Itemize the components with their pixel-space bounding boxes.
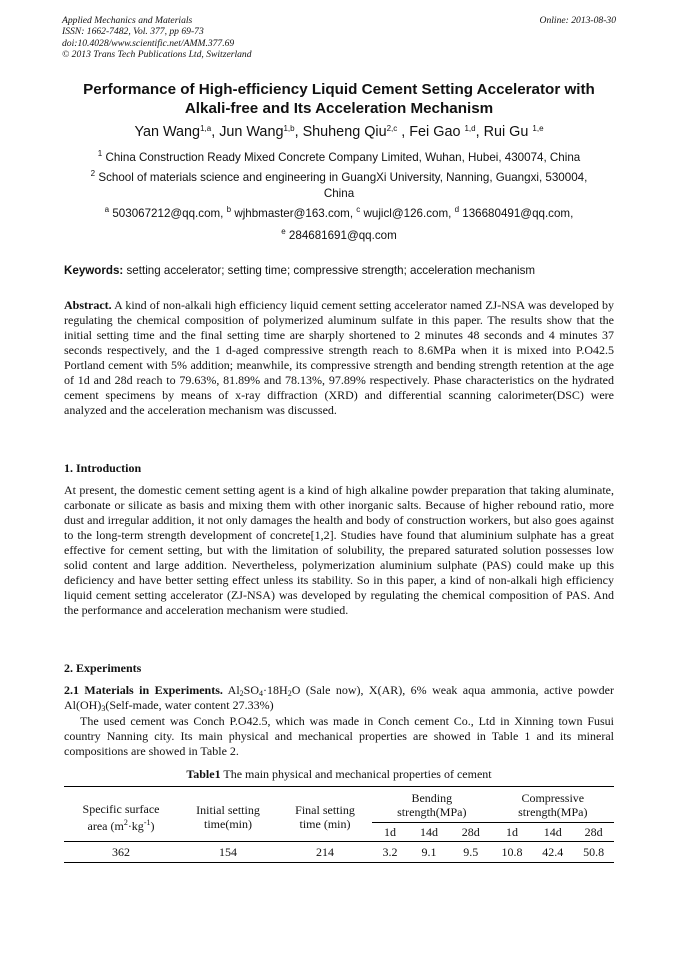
author-name: Yan Wang [134,124,201,140]
email[interactable]: 503067212@qq.com, [112,207,224,220]
header-part: area (m [87,818,124,833]
header-text: time(min) [204,817,252,831]
properties-table [64,786,614,863]
header-text: Compressive [521,791,585,805]
keywords [64,264,624,277]
email-sup: a [104,205,110,214]
abstract [64,298,614,418]
affiliation-2 [64,170,614,201]
author-name: Fei Gao [409,124,461,140]
materials-paragraph [64,683,614,713]
issn: ISSN: 1662-7482, Vol. 377, pp 69-73 [62,26,204,38]
chem-text: ·18H [263,683,288,697]
online-date: Online: 2013-08-30 [539,15,616,26]
section-heading-introduction: 1. Introduction [64,461,142,475]
title-line-2: Alkali-free and Its Acceleration Mechanism [184,100,494,117]
header-text: strength(MPa) [518,805,588,819]
affiliation-sup: 1 [97,149,103,158]
affiliation-1 [64,150,614,166]
author-list: Yan Wang$^{1,a}$, Jun Wang$^{1,b}$, Shuheng Qiu$^{2,c}$ , Fei Gao $^{1,d}$, Rui Gu $^{1,e}$ [134,124,544,140]
cement-paragraph: The used cement was Conch P.O42.5, which was made in Conch cement Co., Ltd in Xinning town Fusui country Nanning city. Its main physical and mechanical properties are showed in Table 1 and its mineral compositions are showed in Table 2. [64,714,614,758]
table-caption [64,767,614,782]
table-caption-label: Table1 [186,767,221,781]
email-sup: b [226,205,232,214]
age-header: 1d [506,825,518,839]
age-header: 1d [384,825,397,839]
paper-title [40,80,638,118]
author-name: Shuheng Qiu [302,124,387,140]
materials-text: (Self-made, water content 27.33%) [105,698,274,712]
table-cell: 10.8 [492,842,533,863]
copyright: © 2013 Trans Tech Publications Ltd, Switzerland [62,49,252,61]
table-cell: 42.4 [532,842,573,863]
chem-subscript: 3 [101,704,106,713]
chem-subscript: 2 [287,689,292,698]
header-text: Bending [411,791,453,805]
author-sup: 2,c [386,124,398,133]
col-header-bending [372,787,492,823]
header-text: time (min) [299,817,351,831]
email[interactable]: wujicl@126.com, [363,207,452,220]
table-cell: 9.5 [450,842,492,863]
chem-subscript: 2 [239,689,244,698]
author-sup: 1,e [532,124,544,133]
email[interactable]: 284681691@qq.com [288,228,397,242]
email[interactable]: wjhbmaster@163.com, [234,207,354,220]
keywords-text: setting accelerator; setting time; compressive strength; acceleration mechanism [123,264,536,277]
table-caption-text: The main physical and mechanical properties of cement [220,767,492,781]
header-part: ) [150,818,155,833]
author-sup: 1,b [283,124,295,133]
header-text: strength(MPa) [397,805,467,819]
table-cell: 9.1 [408,842,450,863]
affiliation-text: China Construction Ready Mixed Concrete Company Limited, Wuhan, Hubei, 430074, China [105,151,581,164]
header-sup: 2 [123,817,128,827]
header-text: Specific surface [82,801,160,816]
keywords-label: Keywords: [64,264,124,277]
col-header-specific-surface [64,787,178,842]
col-header-final-setting [278,787,372,842]
affiliation-text: School of materials science and engineering in GuangXi University, Nanning, Guangxi, 530004, [98,171,588,184]
journal-name: Applied Mechanics and Materials [62,15,193,26]
journal-meta [62,15,252,61]
header-text-area [66,816,176,833]
abstract-label: Abstract. [64,298,112,312]
author-name: Rui Gu [483,124,529,140]
email-sup: d [454,205,460,214]
abstract-text: A kind of non-alkali high efficiency liquid cement setting accelerator named ZJ-NSA was developed by regulating the chemical composition of polymerized aluminum sulfate in this paper. The results show that the initial setting time and the final setting time are sharply shortened to 2 minutes 48 seconds and 4 minutes 37 seconds respectively, and the 1 d-aged compressive strength reach to 8.6MPa when it is mixed into P.O42.5 Portland cement with 5% addition; meanwhile, its compressive strength and bending strength retention at the age of 1d and 28d reach to 79.63%, 81.89% and 78.13%, 97.89% respectively. Phase characteristics on the hydrated cement specimens by means of x-ray diffraction (XRD) and differential scanning calorimeter(DSC) were analyzed and the acceleration mechanism was discussed. [64,298,614,417]
header-sup: -1 [143,817,151,827]
header-part: ·kg [127,818,144,833]
introduction-text: At present, the domestic cement setting agent is a kind of high alkaline powder preparation that taking aluminate, carbonate or silicate as basis and mixing them with other inorganic salts. Because of higher rebound ratio, more dust and irregular addition, it not only damages the health and body of construction workers, but also goes against to the long-term strength development of concrete[1,2]. Studies have found that aluminium sulphate has a great effective for cement setting, but with the limitation of solubility, the prepared saturated solution possesses low solid content and large addition. Nevertheless, polymerization aluminium sulphate (PAS) could make up this deficiency and have better setting effect unless its stability. So in this paper, a kind of non-alkali high efficiency liquid cement setting accelerator (ZJ-NSA) was developed by regulating the chemical composition of PAS. And the performance and acceleration mechanism were studied. [64,483,614,617]
age-header: 28d [584,825,603,839]
col-header-compressive [492,787,614,823]
chem-subscript: 4 [259,689,264,698]
table-cell: 50.8 [573,842,614,863]
doi: doi:10.4028/www.scientific.net/AMM.377.69 [62,37,235,49]
chem-text: Al [227,683,240,697]
author-name: Jun Wang [219,124,284,140]
table-cell: 3.2 [372,842,408,863]
section-heading-experiments: 2. Experiments [64,661,142,675]
affiliation-country: China [323,186,355,200]
affiliation-sup: 2 [90,169,96,178]
subsection-heading: 2.1 Materials in Experiments. [64,683,223,697]
age-header: 14d [419,825,438,839]
email[interactable]: 136680491@qq.com, [462,207,574,220]
title-line-1: Performance of High-efficiency Liquid Cement Setting Accelerator with [83,81,595,98]
col-header-initial-setting [178,787,278,842]
table-cell: 362 [64,842,178,863]
age-header: 14d [543,825,562,839]
materials-text: O (Sale now), X(AR), 6% weak aqua ammonia, active powder Al(OH) [64,683,614,712]
header-text: Initial setting [196,803,260,817]
chem-text: SO [243,683,260,697]
emails [64,206,614,243]
author-sup: 1,a [200,124,212,133]
table-cell: 154 [178,842,278,863]
age-header: 28d [461,825,480,839]
email-sup: c [356,205,361,214]
email-sup: e [281,226,286,236]
author-sup: 1,d [464,124,476,133]
header-text: Final setting [295,803,355,817]
table-cell: 214 [278,842,372,863]
